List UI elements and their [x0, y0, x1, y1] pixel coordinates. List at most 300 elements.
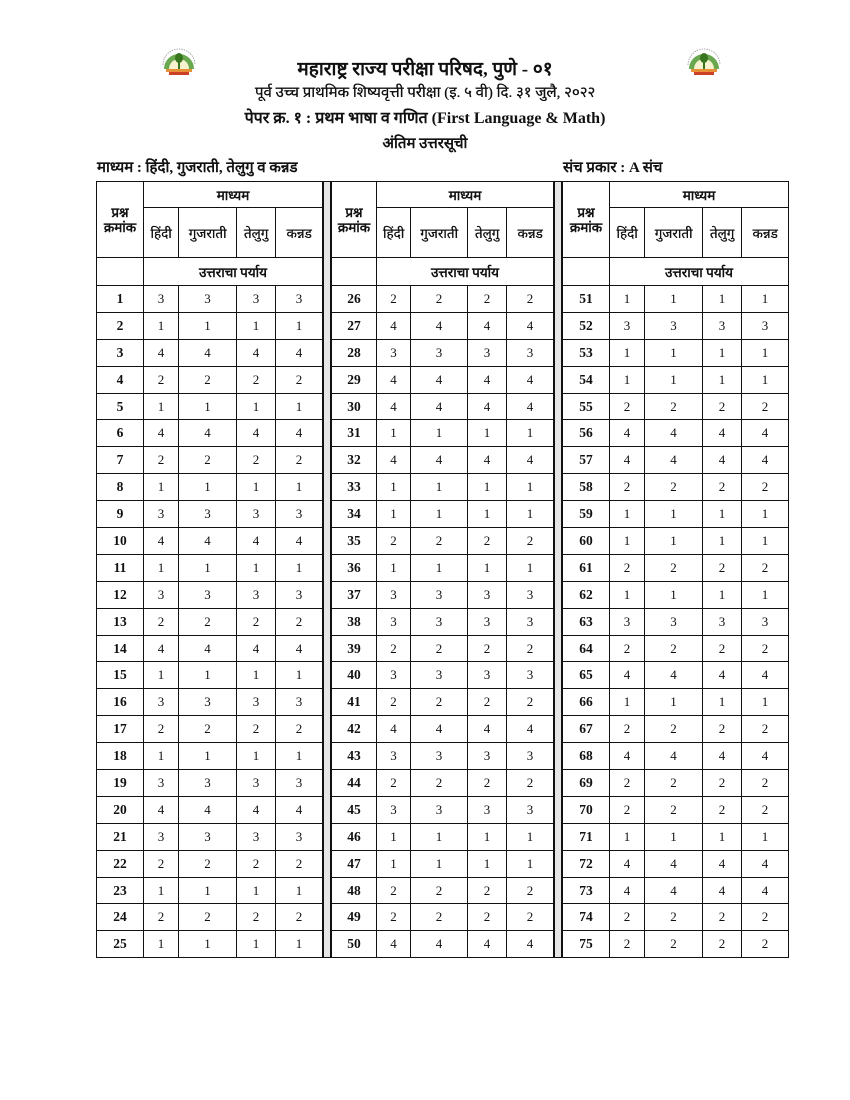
medium-header: माध्यम: [610, 182, 789, 208]
answer-cell: 2: [703, 716, 742, 743]
table-row: [332, 393, 554, 420]
answer-cell: 1: [703, 528, 742, 555]
answer-cell: 2: [468, 689, 507, 716]
answer-key-table: [96, 181, 789, 958]
answer-cell: 4: [377, 312, 411, 339]
answer-cell: 1: [411, 420, 468, 447]
answer-cell: 1: [703, 689, 742, 716]
answer-cell: 2: [742, 770, 789, 797]
answer-cell: 1: [645, 366, 703, 393]
answer-cell: 4: [377, 447, 411, 474]
question-number: 62: [563, 581, 610, 608]
question-number: 58: [563, 474, 610, 501]
answer-cell: 2: [703, 554, 742, 581]
question-header-spacer: [563, 258, 610, 286]
answer-cell: 2: [179, 904, 237, 931]
question-number: 33: [332, 474, 377, 501]
answer-cell: 1: [703, 501, 742, 528]
table-row: [563, 420, 789, 447]
table-row: [97, 393, 323, 420]
answer-cell: 2: [144, 716, 179, 743]
table-row: [332, 501, 554, 528]
answer-cell: 3: [276, 770, 323, 797]
question-header-line2: क्रमांक: [103, 219, 137, 235]
language-header: गुजराती: [411, 208, 468, 258]
language-header: तेलुगु: [237, 208, 276, 258]
set-type-label: संच प्रकार : A संच: [563, 160, 663, 176]
table-row: [563, 931, 789, 958]
question-number: 18: [97, 743, 144, 770]
answer-cell: 1: [179, 743, 237, 770]
answer-cell: 1: [610, 823, 645, 850]
answer-cell: 2: [742, 393, 789, 420]
answer-cell: 1: [144, 554, 179, 581]
answer-cell: 2: [377, 635, 411, 662]
answer-cell: 1: [237, 554, 276, 581]
answer-cell: 3: [276, 286, 323, 313]
language-header: कन्नड: [276, 208, 323, 258]
answer-block-3: [562, 181, 789, 958]
answer-cell: 1: [507, 850, 554, 877]
answer-cell: 1: [276, 743, 323, 770]
table-row: [332, 474, 554, 501]
answer-cell: 1: [276, 554, 323, 581]
answer-cell: 2: [610, 474, 645, 501]
answer-cell: 2: [377, 689, 411, 716]
answer-cell: 4: [237, 528, 276, 555]
answer-cell: 1: [703, 366, 742, 393]
answer-cell: 3: [276, 823, 323, 850]
answer-cell: 4: [411, 716, 468, 743]
answer-cell: 3: [237, 286, 276, 313]
question-number: 48: [332, 877, 377, 904]
answer-cell: 4: [237, 339, 276, 366]
answer-cell: 4: [276, 420, 323, 447]
answer-cell: 2: [144, 366, 179, 393]
paper-title: पेपर क्र. १ : प्रथम भाषा व गणित (First Language & Math): [244, 110, 606, 127]
table-row: [332, 796, 554, 823]
answer-cell: 1: [179, 312, 237, 339]
answer-cell: 4: [645, 662, 703, 689]
question-number: 49: [332, 904, 377, 931]
answer-cell: 2: [507, 877, 554, 904]
answer-cell: 1: [610, 366, 645, 393]
answer-cell: 2: [742, 796, 789, 823]
answer-cell: 3: [179, 581, 237, 608]
answer-cell: 4: [610, 877, 645, 904]
block-separator: [554, 181, 562, 958]
question-number: 17: [97, 716, 144, 743]
answer-cell: 4: [703, 850, 742, 877]
answer-cell: 2: [742, 904, 789, 931]
answer-cell: 2: [610, 931, 645, 958]
question-number: 9: [97, 501, 144, 528]
answer-cell: 2: [468, 528, 507, 555]
answer-cell: 2: [507, 770, 554, 797]
answer-cell: 1: [144, 474, 179, 501]
table-row: [563, 474, 789, 501]
answer-cell: 3: [237, 501, 276, 528]
answer-cell: 1: [610, 528, 645, 555]
answer-cell: 4: [742, 743, 789, 770]
answer-cell: 2: [645, 635, 703, 662]
question-number: 63: [563, 608, 610, 635]
answer-cell: 4: [411, 312, 468, 339]
answer-cell: 4: [179, 528, 237, 555]
answer-cell: 3: [468, 608, 507, 635]
table-row: [332, 662, 554, 689]
answer-cell: 2: [237, 716, 276, 743]
answer-cell: 1: [742, 286, 789, 313]
answer-cell: 1: [703, 823, 742, 850]
question-number: 5: [97, 393, 144, 420]
answer-cell: 4: [237, 635, 276, 662]
answer-cell: 1: [507, 420, 554, 447]
answer-cell: 4: [645, 743, 703, 770]
table-row: [97, 474, 323, 501]
answer-cell: 3: [237, 823, 276, 850]
table-row: [332, 528, 554, 555]
table-row: [97, 716, 323, 743]
answer-cell: 4: [742, 447, 789, 474]
table-row: [332, 447, 554, 474]
answer-cell: 3: [237, 689, 276, 716]
language-header: कन्नड: [742, 208, 789, 258]
answer-cell: 3: [411, 662, 468, 689]
answer-cell: 2: [742, 635, 789, 662]
answer-cell: 2: [645, 796, 703, 823]
table-row: [97, 581, 323, 608]
question-number: 46: [332, 823, 377, 850]
table-row: [563, 850, 789, 877]
answer-cell: 2: [610, 796, 645, 823]
answer-cell: 2: [645, 554, 703, 581]
answer-cell: 2: [237, 608, 276, 635]
answer-cell: 4: [237, 796, 276, 823]
answer-cell: 2: [276, 608, 323, 635]
question-number: 54: [563, 366, 610, 393]
answer-cell: 3: [377, 581, 411, 608]
question-number: 24: [97, 904, 144, 931]
table-row: [332, 581, 554, 608]
table-row: [332, 850, 554, 877]
question-number: 65: [563, 662, 610, 689]
answer-cell: 2: [144, 904, 179, 931]
answer-cell: 2: [377, 286, 411, 313]
answer-cell: 2: [507, 286, 554, 313]
table-row: [563, 823, 789, 850]
answer-cell: 1: [703, 581, 742, 608]
answer-cell: 1: [468, 501, 507, 528]
answer-cell: 4: [179, 420, 237, 447]
question-number: 43: [332, 743, 377, 770]
answer-cell: 2: [411, 904, 468, 931]
answer-cell: 4: [610, 743, 645, 770]
answer-cell: 1: [237, 931, 276, 958]
answer-cell: 1: [377, 420, 411, 447]
table-row: [97, 501, 323, 528]
table-row: [563, 716, 789, 743]
question-number: 66: [563, 689, 610, 716]
question-number: 60: [563, 528, 610, 555]
answer-cell: 4: [144, 635, 179, 662]
table-row: [97, 743, 323, 770]
answer-cell: 3: [645, 608, 703, 635]
question-number: 50: [332, 931, 377, 958]
table-row: [563, 796, 789, 823]
question-number: 28: [332, 339, 377, 366]
table-row: [332, 904, 554, 931]
answer-cell: 3: [144, 581, 179, 608]
question-number: 35: [332, 528, 377, 555]
question-number-header: [563, 182, 610, 258]
answer-cell: 2: [144, 447, 179, 474]
answer-cell: 1: [645, 528, 703, 555]
answer-cell: 4: [610, 850, 645, 877]
block-separator: [323, 181, 331, 958]
table-row: [97, 339, 323, 366]
medium-label: माध्यम : हिंदी, गुजराती, तेलुगु व कन्नड: [97, 160, 298, 176]
table-row: [97, 796, 323, 823]
answer-cell: 2: [507, 635, 554, 662]
answer-cell: 2: [237, 447, 276, 474]
answer-cell: 1: [179, 474, 237, 501]
answer-cell: 2: [742, 716, 789, 743]
question-header-spacer: [332, 258, 377, 286]
question-number: 13: [97, 608, 144, 635]
answer-cell: 4: [411, 366, 468, 393]
table-row: [97, 528, 323, 555]
answer-cell: 4: [468, 716, 507, 743]
answer-cell: 1: [507, 823, 554, 850]
question-number: 40: [332, 662, 377, 689]
answer-cell: 1: [179, 877, 237, 904]
answer-cell: 2: [468, 286, 507, 313]
answer-cell: 4: [468, 931, 507, 958]
language-header: हिंदी: [377, 208, 411, 258]
answer-cell: 3: [411, 743, 468, 770]
question-number: 51: [563, 286, 610, 313]
answer-cell: 3: [377, 608, 411, 635]
question-number: 72: [563, 850, 610, 877]
answer-cell: 1: [645, 501, 703, 528]
answer-cell: 1: [507, 554, 554, 581]
answer-cell: 2: [237, 850, 276, 877]
answer-cell: 4: [610, 420, 645, 447]
answer-cell: 2: [610, 635, 645, 662]
answer-cell: 3: [179, 770, 237, 797]
question-number: 36: [332, 554, 377, 581]
answer-cell: 4: [144, 339, 179, 366]
question-header-spacer: [97, 258, 144, 286]
answer-cell: 1: [468, 850, 507, 877]
table-row: [97, 608, 323, 635]
answer-cell: 3: [468, 743, 507, 770]
answer-cell: 2: [276, 366, 323, 393]
answer-cell: 3: [507, 608, 554, 635]
answer-cell: 1: [237, 474, 276, 501]
answer-block-2: [331, 181, 554, 958]
answer-cell: 2: [703, 393, 742, 420]
answer-cell: 3: [468, 662, 507, 689]
council-title: महाराष्ट्र राज्य परीक्षा परिषद, पुणे - ०१: [297, 59, 553, 80]
answer-cell: 1: [645, 823, 703, 850]
answer-cell: 4: [703, 447, 742, 474]
answer-cell: 1: [377, 474, 411, 501]
answer-cell: 4: [610, 662, 645, 689]
table-row: [332, 312, 554, 339]
answer-cell: 1: [742, 528, 789, 555]
answer-cell: 2: [645, 474, 703, 501]
table-row: [97, 312, 323, 339]
answer-cell: 1: [179, 554, 237, 581]
table-row: [332, 743, 554, 770]
answer-cell: 1: [610, 581, 645, 608]
answer-cell: 1: [377, 850, 411, 877]
answer-cell: 4: [377, 716, 411, 743]
answer-cell: 3: [742, 608, 789, 635]
answer-cell: 3: [507, 743, 554, 770]
answer-cell: 4: [276, 528, 323, 555]
table-row: [563, 581, 789, 608]
answer-cell: 1: [742, 581, 789, 608]
answer-cell: 4: [411, 931, 468, 958]
question-number: 19: [97, 770, 144, 797]
answer-cell: 1: [377, 501, 411, 528]
answer-cell: 4: [645, 850, 703, 877]
answer-cell: 4: [507, 447, 554, 474]
answer-cell: 4: [742, 850, 789, 877]
answer-cell: 4: [144, 420, 179, 447]
answer-cell: 2: [377, 904, 411, 931]
answer-cell: 3: [645, 312, 703, 339]
question-number: 32: [332, 447, 377, 474]
answer-cell: 4: [703, 743, 742, 770]
answer-cell: 1: [468, 554, 507, 581]
answer-cell: 3: [179, 689, 237, 716]
answer-cell: 3: [144, 286, 179, 313]
question-number: 15: [97, 662, 144, 689]
answer-cell: 2: [703, 474, 742, 501]
question-number: 12: [97, 581, 144, 608]
answer-cell: 1: [144, 931, 179, 958]
answer-cell: 1: [237, 743, 276, 770]
question-number: 71: [563, 823, 610, 850]
answer-cell: 2: [703, 635, 742, 662]
answer-cell: 2: [742, 474, 789, 501]
answer-cell: 4: [703, 877, 742, 904]
question-number: 1: [97, 286, 144, 313]
answer-cell: 1: [468, 823, 507, 850]
answer-cell: 1: [703, 286, 742, 313]
answer-cell: 4: [179, 796, 237, 823]
question-number: 57: [563, 447, 610, 474]
table-row: [332, 823, 554, 850]
table-row: [97, 420, 323, 447]
answer-cell: 3: [144, 823, 179, 850]
answer-cell: 2: [610, 770, 645, 797]
answer-cell: 4: [276, 796, 323, 823]
table-row: [563, 743, 789, 770]
table-row: [332, 339, 554, 366]
answer-cell: 2: [610, 904, 645, 931]
answer-cell: 3: [179, 823, 237, 850]
answer-cell: 4: [411, 393, 468, 420]
question-number: 2: [97, 312, 144, 339]
answer-cell: 2: [179, 608, 237, 635]
answer-cell: 1: [179, 662, 237, 689]
answer-cell: 3: [276, 581, 323, 608]
answer-cell: 4: [507, 312, 554, 339]
answer-cell: 3: [377, 796, 411, 823]
answer-cell: 1: [144, 877, 179, 904]
answer-cell: 2: [703, 931, 742, 958]
table-row: [563, 904, 789, 931]
answer-cell: 3: [610, 312, 645, 339]
answer-cell: 2: [610, 554, 645, 581]
answer-cell: 4: [468, 366, 507, 393]
answer-cell: 1: [411, 554, 468, 581]
answer-cell: 1: [144, 393, 179, 420]
question-number: 74: [563, 904, 610, 931]
answer-cell: 1: [742, 689, 789, 716]
question-number: 61: [563, 554, 610, 581]
answer-cell: 4: [411, 447, 468, 474]
answer-cell: 4: [507, 931, 554, 958]
answer-cell: 1: [468, 420, 507, 447]
question-number: 73: [563, 877, 610, 904]
answer-cell: 4: [377, 931, 411, 958]
question-header-line1: प्रश्न: [345, 204, 363, 220]
answer-cell: 3: [411, 581, 468, 608]
answer-cell: 1: [144, 312, 179, 339]
answer-cell: 1: [703, 339, 742, 366]
table-row: [332, 420, 554, 447]
answer-cell: 3: [468, 339, 507, 366]
table-row: [332, 635, 554, 662]
answer-cell: 2: [411, 770, 468, 797]
answer-cell: 2: [276, 447, 323, 474]
question-number: 67: [563, 716, 610, 743]
question-number: 47: [332, 850, 377, 877]
answer-cell: 4: [276, 339, 323, 366]
table-row: [97, 877, 323, 904]
answer-cell: 4: [645, 447, 703, 474]
answer-cell: 1: [276, 662, 323, 689]
table-row: [563, 393, 789, 420]
answer-cell: 2: [144, 608, 179, 635]
answer-cell: 2: [377, 770, 411, 797]
question-number: 69: [563, 770, 610, 797]
question-number: 7: [97, 447, 144, 474]
question-number: 70: [563, 796, 610, 823]
answer-cell: 1: [237, 312, 276, 339]
final-answer-key-title: अंतिम उत्तरसूची: [382, 136, 468, 152]
question-number-header: [97, 182, 144, 258]
answer-cell: 2: [237, 904, 276, 931]
answer-cell: 2: [377, 528, 411, 555]
table-row: [332, 716, 554, 743]
answer-cell: 3: [144, 689, 179, 716]
answer-cell: 3: [411, 796, 468, 823]
answer-cell: 3: [377, 662, 411, 689]
answer-cell: 4: [377, 393, 411, 420]
question-number: 16: [97, 689, 144, 716]
answer-cell: 4: [507, 393, 554, 420]
answer-cell: 1: [507, 501, 554, 528]
question-number: 75: [563, 931, 610, 958]
table-row: [332, 554, 554, 581]
